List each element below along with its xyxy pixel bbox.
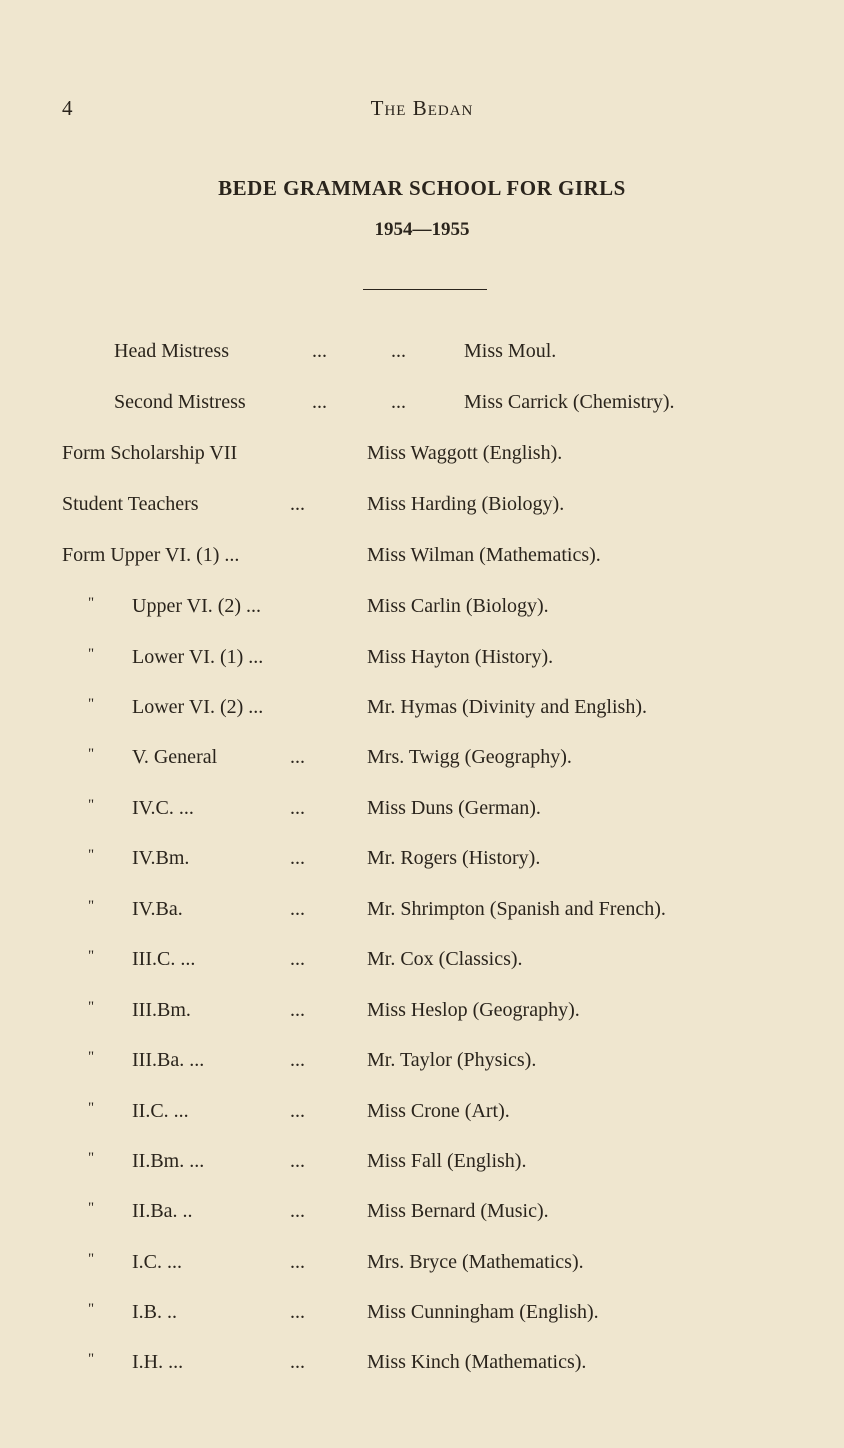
staff-row bbox=[0, 544, 844, 574]
form-name: II.C. ... bbox=[132, 1100, 189, 1122]
ditto-mark: " bbox=[88, 797, 95, 813]
staff-row bbox=[0, 696, 844, 726]
teacher-name: Mr. Hymas (Divinity and English). bbox=[367, 696, 647, 718]
form-name: I.C. ... bbox=[132, 1251, 182, 1273]
ditto-mark: " bbox=[88, 898, 95, 914]
staff-row bbox=[0, 391, 844, 421]
teacher-name: Miss Carrick (Chemistry). bbox=[464, 391, 675, 413]
staff-row bbox=[0, 1049, 844, 1079]
teacher-name: Miss Cunningham (English). bbox=[367, 1301, 599, 1323]
leader-dots: ... bbox=[290, 898, 305, 920]
form-name: II.Ba. .. bbox=[132, 1200, 193, 1222]
leader-dots: ... bbox=[391, 340, 406, 362]
ditto-mark: " bbox=[88, 999, 95, 1015]
staff-row bbox=[0, 493, 844, 523]
form-name: IV.Ba. bbox=[132, 898, 183, 920]
staff-row bbox=[0, 948, 844, 978]
form-name: Student Teachers bbox=[62, 493, 199, 515]
teacher-name: Miss Heslop (Geography). bbox=[367, 999, 580, 1021]
staff-row bbox=[0, 999, 844, 1029]
teacher-name: Miss Harding (Biology). bbox=[367, 493, 565, 515]
form-name: IV.Bm. bbox=[132, 847, 190, 869]
ditto-mark: " bbox=[88, 746, 95, 762]
ditto-mark: " bbox=[88, 1200, 95, 1216]
staff-row bbox=[0, 1301, 844, 1331]
staff-row bbox=[0, 1150, 844, 1180]
ditto-mark: " bbox=[88, 1049, 95, 1065]
leader-dots: ... bbox=[290, 797, 305, 819]
staff-row bbox=[0, 442, 844, 472]
leader-dots: ... bbox=[290, 1150, 305, 1172]
form-name: Lower VI. (2) ... bbox=[132, 696, 264, 718]
leader-dots: ... bbox=[290, 493, 305, 515]
teacher-name: Mr. Taylor (Physics). bbox=[367, 1049, 537, 1071]
leader-dots: ... bbox=[290, 1200, 305, 1222]
leader-dots: ... bbox=[290, 746, 305, 768]
staff-row bbox=[0, 1100, 844, 1130]
teacher-name: Miss Wilman (Mathematics). bbox=[367, 544, 601, 566]
ditto-mark: " bbox=[88, 948, 95, 964]
page-number: 4 bbox=[62, 96, 73, 120]
leader-dots: ... bbox=[290, 999, 305, 1021]
staff-row bbox=[0, 847, 844, 877]
teacher-name: Miss Carlin (Biology). bbox=[367, 595, 549, 617]
staff-row bbox=[0, 340, 844, 370]
teacher-name: Mr. Shrimpton (Spanish and French). bbox=[367, 898, 666, 920]
leader-dots: ... bbox=[290, 1100, 305, 1122]
ditto-mark: " bbox=[88, 1301, 95, 1317]
teacher-name: Mr. Rogers (History). bbox=[367, 847, 541, 869]
form-name: V. General bbox=[132, 746, 218, 768]
ditto-mark: " bbox=[88, 847, 95, 863]
ditto-mark: " bbox=[88, 1251, 95, 1267]
ditto-mark: " bbox=[88, 1100, 95, 1116]
leader-dots: ... bbox=[290, 847, 305, 869]
teacher-name: Mr. Cox (Classics). bbox=[367, 948, 523, 970]
teacher-name: Miss Bernard (Music). bbox=[367, 1200, 549, 1222]
teacher-name: Miss Duns (German). bbox=[367, 797, 541, 819]
teacher-name: Miss Kinch (Mathematics). bbox=[367, 1351, 587, 1373]
leader-dots: ... bbox=[391, 391, 406, 413]
form-name: Form Scholarship VII bbox=[62, 442, 238, 464]
ditto-mark: " bbox=[88, 646, 95, 662]
form-name: I.H. ... bbox=[132, 1351, 184, 1373]
leader-dots: ... bbox=[290, 1049, 305, 1071]
form-name: Head Mistress bbox=[114, 340, 229, 362]
ditto-mark: " bbox=[88, 1351, 95, 1367]
teacher-name: Mrs. Bryce (Mathematics). bbox=[367, 1251, 584, 1273]
teacher-name: Miss Moul. bbox=[464, 340, 557, 362]
ditto-mark: " bbox=[88, 595, 95, 611]
leader-dots: ... bbox=[290, 1301, 305, 1323]
form-name: II.Bm. ... bbox=[132, 1150, 205, 1172]
teacher-name: Mrs. Twigg (Geography). bbox=[367, 746, 572, 768]
leader-dots: ... bbox=[290, 1251, 305, 1273]
staff-row bbox=[0, 1200, 844, 1230]
form-name: Second Mistress bbox=[114, 391, 246, 413]
teacher-name: Miss Fall (English). bbox=[367, 1150, 527, 1172]
staff-row bbox=[0, 1351, 844, 1381]
running-head: The Bedan bbox=[370, 96, 474, 120]
form-name: Upper VI. (2) ... bbox=[132, 595, 262, 617]
form-name: III.Bm. bbox=[132, 999, 191, 1021]
form-name: I.B. .. bbox=[132, 1301, 177, 1323]
form-name: III.C. ... bbox=[132, 948, 196, 970]
teacher-name: Miss Hayton (History). bbox=[367, 646, 554, 668]
title-rule bbox=[363, 289, 487, 290]
leader-dots: ... bbox=[312, 391, 327, 413]
form-name: IV.C. ... bbox=[132, 797, 194, 819]
staff-row bbox=[0, 898, 844, 928]
staff-row bbox=[0, 797, 844, 827]
form-name: Lower VI. (1) ... bbox=[132, 646, 264, 668]
form-name: III.Ba. ... bbox=[132, 1049, 205, 1071]
staff-row bbox=[0, 746, 844, 776]
form-name: Form Upper VI. (1) ... bbox=[62, 544, 240, 566]
teacher-name: Miss Waggott (English). bbox=[367, 442, 563, 464]
school-year: 1954—1955 bbox=[374, 219, 470, 240]
staff-row bbox=[0, 1251, 844, 1281]
staff-row bbox=[0, 595, 844, 625]
ditto-mark: " bbox=[88, 696, 95, 712]
leader-dots: ... bbox=[290, 1351, 305, 1373]
teacher-name: Miss Crone (Art). bbox=[367, 1100, 510, 1122]
document-title: BEDE GRAMMAR SCHOOL FOR GIRLS bbox=[218, 176, 626, 200]
leader-dots: ... bbox=[290, 948, 305, 970]
staff-row bbox=[0, 646, 844, 676]
leader-dots: ... bbox=[312, 340, 327, 362]
ditto-mark: " bbox=[88, 1150, 95, 1166]
